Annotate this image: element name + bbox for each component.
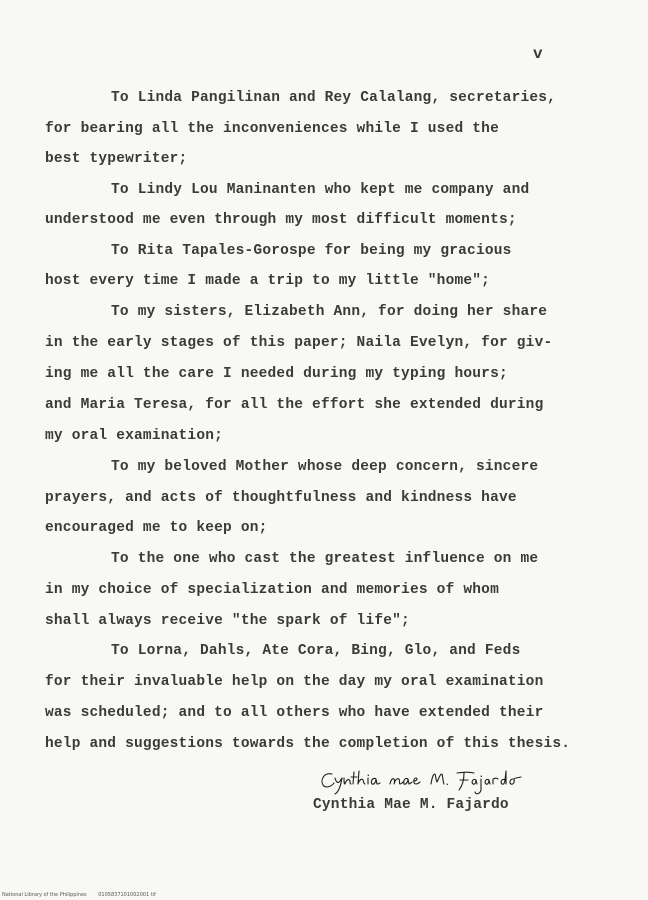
- body-line: To my beloved Mother whose deep concern, sincere: [111, 459, 539, 475]
- body-line: shall always receive "the spark of life";: [45, 613, 410, 629]
- body-line: for bearing all the inconveniences while I used the: [45, 121, 499, 137]
- body-line: encouraged me to keep on;: [45, 520, 268, 536]
- body-line: To Linda Pangilinan and Rey Calalang, secretaries,: [111, 90, 557, 106]
- body-line: ing me all the care I needed during my typing hours;: [45, 366, 508, 382]
- handwritten-signature: [318, 768, 568, 796]
- body-line: was scheduled; and to all others who have extended their: [45, 705, 544, 721]
- body-line: host every time I made a trip to my little "home";: [45, 273, 491, 289]
- body-line: best typewriter;: [45, 151, 188, 167]
- signatory-name: Cynthia Mae M. Fajardo: [313, 797, 509, 813]
- body-line: To Lorna, Dahls, Ate Cora, Bing, Glo, and Feds: [111, 643, 521, 659]
- body-line: for their invaluable help on the day my oral examination: [45, 674, 544, 690]
- body-line: To Rita Tapales-Gorospe for being my gracious: [111, 243, 512, 259]
- footer-file-id: 0105837101002001 tif: [98, 892, 156, 898]
- body-line: in my choice of specialization and memories of whom: [45, 582, 499, 598]
- footer-institution: National Library of the Philippines: [2, 892, 87, 898]
- signature-icon: [318, 768, 568, 796]
- body-line: and Maria Teresa, for all the effort she extended during: [45, 397, 544, 413]
- body-line: To my sisters, Elizabeth Ann, for doing her share: [111, 304, 548, 320]
- body-line: To the one who cast the greatest influence on me: [111, 551, 539, 567]
- body-line: prayers, and acts of thoughtfulness and kindness have: [45, 490, 517, 506]
- body-line: in the early stages of this paper; Naila Evelyn, for giv-: [45, 335, 553, 351]
- page-number: v: [533, 45, 543, 63]
- body-line: my oral examination;: [45, 428, 224, 444]
- body-line: help and suggestions towards the completion of this thesis.: [45, 736, 571, 752]
- scan-footer: [2, 892, 166, 898]
- body-line: understood me even through my most difficult moments;: [45, 212, 517, 228]
- body-line: To Lindy Lou Maninanten who kept me company and: [111, 182, 530, 198]
